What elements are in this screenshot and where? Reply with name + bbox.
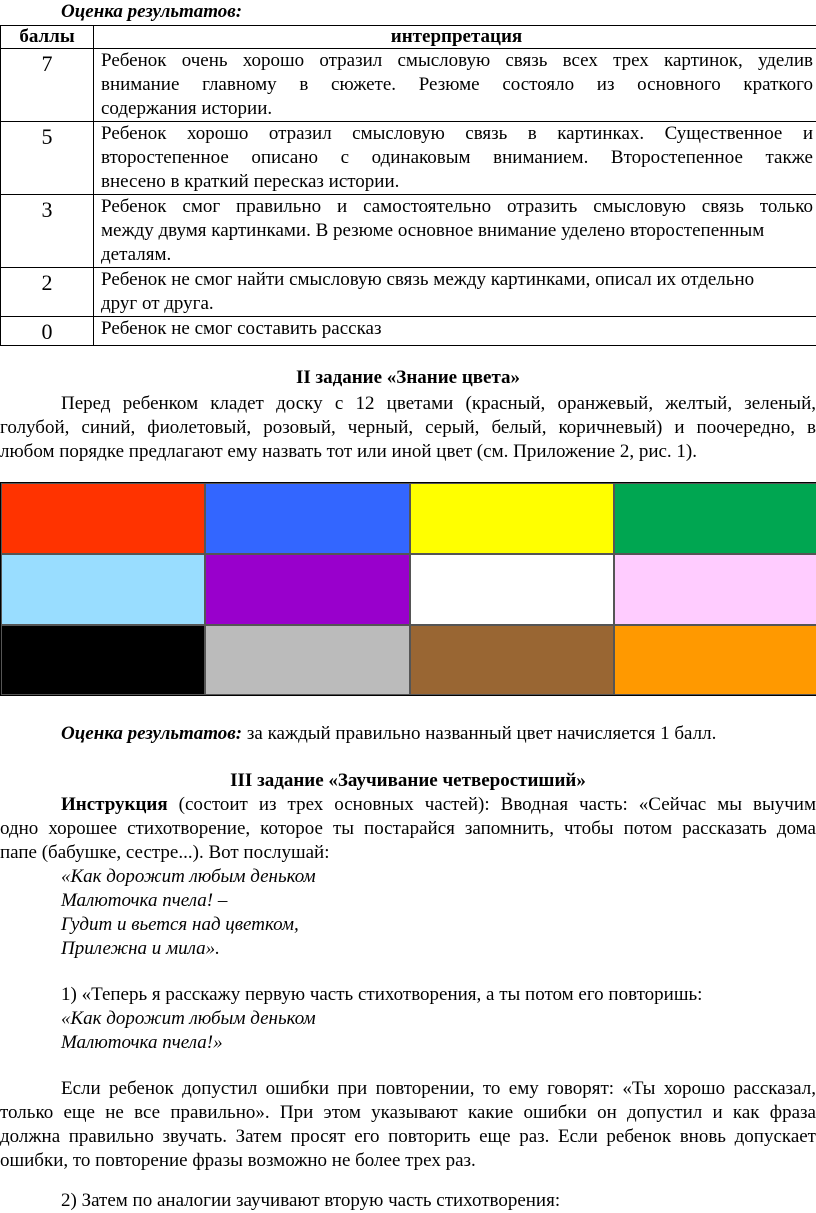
assessment-text: за каждый правильно названный цвет начисляется 1 балл. [242,723,717,744]
step2-text: 2) Затем по аналогии заучивают вторую часть стихотворения: [61,1190,561,1211]
points-cell: 2 [1,268,94,317]
task3-title: III задание «Заучивание четверостиший» [230,770,586,791]
color-swatch [205,554,410,625]
cell-line: Ребенок не смог найти смысловую связь между картинками, описал их отдельно [101,269,755,290]
instruction-text: (состоит из трех основных частей): Вводная часть: «Сейчас мы выучим [167,794,816,815]
poem-line: «Как дорожит любым деньком [61,866,316,887]
cell-line: содержания истории. [101,98,273,119]
color-swatch [1,483,205,554]
points-header: баллы [1,26,94,49]
interpretation-cell [94,195,816,268]
color-swatch [205,483,410,554]
task3-instruction-line [61,793,816,817]
table-row [1,122,816,195]
task3-instruction-line: папе (бабушке, сестре...). Вот послушай: [0,842,330,863]
color-swatch [1,554,205,625]
step1-poem-line: «Как дорожит любым деньком [61,1008,316,1029]
color-swatch [1,625,205,695]
table-row [1,268,816,317]
task2-para-line: Перед ребенком кладет доску с 12 цветами (красный, оранжевый, желтый, зеленый, [61,393,816,414]
table-row [1,49,816,122]
cell-line: второстепенное описано с одинаковым вниманием. Второстепенное также [101,147,813,168]
task2-title: II задание «Знание цвета» [295,367,521,388]
step1-text: 1) «Теперь я расскажу первую часть стихотворения, а ты потом его повторишь: [61,984,703,1005]
poem-line: Малюточка пчела! – [61,890,228,911]
cell-line: Ребенок смог правильно и самостоятельно отразить смысловую связь только [101,196,813,217]
assessment-label: Оценка результатов: [61,723,243,744]
interpretation-cell [94,122,816,195]
instruction-label: Инструкция [61,794,168,815]
cell-line: друг от друга. [101,293,214,314]
cell-line: между двумя картинками. В резюме основное внимание уделено второстепенным [101,220,765,241]
errors-para-line: должна правильно звучать. Затем просят его повторить еще раз. Если ребенок вновь допускает [0,1126,816,1147]
points-cell: 0 [1,317,94,346]
cell-line: Ребенок очень хорошо отразил смысловую связь всех трех картинок, уделив [101,50,813,71]
color-board [0,482,816,696]
table-header-row [1,26,816,49]
color-swatch [614,554,816,625]
poem-line: Прилежна и мила». [61,938,220,959]
errors-para-line: ошибки, то повторение фразы возможно не более трех раз. [0,1150,476,1171]
task2-para-line: голубой, синий, фиолетовый, розовый, черный, серый, белый, коричневый) и поочередно, в [0,417,816,438]
color-swatch [410,483,614,554]
cell-line: внесено в краткий пересказ истории. [101,171,400,192]
table-row [1,317,816,346]
cell-line: деталям. [101,244,172,265]
assessment-heading: Оценка результатов: [61,1,243,22]
color-swatch [614,483,816,554]
color-swatch [614,625,816,695]
points-cell: 7 [1,49,94,122]
task2-para-line: любом порядке предлагают ему назвать тот или иной цвет (см. Приложение 2, рис. 1). [0,441,697,462]
color-swatch [410,625,614,695]
interpretation-cell [94,317,816,346]
table-row [1,195,816,268]
cell-line: внимание главному в сюжете. Резюме состояло из основного краткого [101,74,813,95]
interpretation-header: интерпретация [94,26,816,49]
color-swatch [410,554,614,625]
score-table [0,25,816,346]
errors-para-line: только еще не все правильно». При этом указывают какие ошибки он допустил и как фраза [0,1102,816,1123]
cell-line: Ребенок хорошо отразил смысловую связь в картинках. Существенное и [101,123,813,144]
task2-assessment [61,722,716,746]
errors-para-line: Если ребенок допустил ошибки при повторении, то ему говорят: «Ты хорошо рассказал, [61,1078,816,1099]
poem-line: Гудит и вьется над цветком, [61,914,299,935]
cell-line: Ребенок не смог составить рассказ [101,318,382,339]
interpretation-cell [94,268,816,317]
points-cell: 3 [1,195,94,268]
task3-instruction-line: одно хорошее стихотворение, которое ты постарайся запомнить, чтобы потом рассказать дома [0,818,816,839]
color-swatch [205,625,410,695]
interpretation-cell [94,49,816,122]
step1-poem-line: Малюточка пчела!» [61,1032,223,1053]
points-cell: 5 [1,122,94,195]
